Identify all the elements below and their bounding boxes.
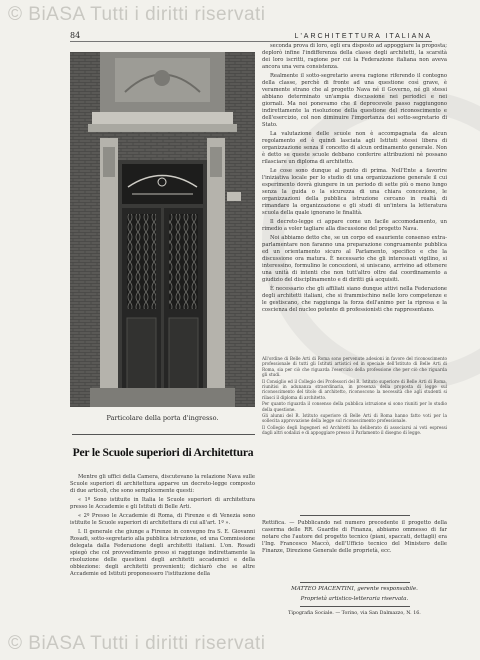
figure-caption: Particolare della porta d'ingresso. xyxy=(106,414,219,422)
section-divider xyxy=(72,434,255,435)
page-number: 84 xyxy=(70,31,81,40)
paragraph: seconda prova di loro, egli era disposto ad appoggiare la proposta; deplorò infine l'indifferenza della classe degli architetti, la scarsità dei loro iscritti, ragione per cui la Federazione italiana non aveva ancora una vera consistenza. xyxy=(262,43,447,70)
watermark-top: © BiASA Tutti i diritti riservati xyxy=(8,4,266,25)
footnote: Per quanto riguarda il consenso della pubblica istruzione si sono riuniti per lo studio della questione. xyxy=(262,401,447,412)
paragraph: Mentre gli uffici della Camera, discutevano la relazione Nava sulle Scuole superiori di architettura apparve un decreto-legge composto di due articoli, che sono semplicemente questi: xyxy=(70,474,255,494)
footnote: Il Consiglio ed il Collegio dei Professori del R. Istituto superiore di Belle Arti di Roma, riunitisi in adunanza straordinaria, in presenza della proposta di legge sul riconoscimento del titolo di architetto, riconoscono la necessità che agli studenti si rilasci il diploma di architetto. xyxy=(262,378,447,400)
footnote: Gli alunni del R. Istituto superiore di Belle Arti di Roma hanno fatto voti per la sollecita approvazione della legge sul riconoscimento professionale. xyxy=(262,413,447,424)
paragraph: I. Il generale che giunge a Firenze in convegno fra S. E. Giovanni Rosadi, sotto-segretario alla pubblica istruzione, ed una Commissione delegata dalla Federazione degli architetti italiani. L'on. Rosadi spiegò che col provvedimento preso si raggiunge indirettamente la risoluzione delle questioni degli architetti accademici e della obbiezione: degli architetti provenienti; dichiarò che se altre Accademie ed Istituti proponessero l'istituzione della xyxy=(70,529,255,577)
doorway-illustration xyxy=(70,52,255,407)
paragraph: Le cose sono dunque al punto di prima. Nell'Ente a favorire l'iniziativa locale per lo studio di una organizzazione generale il cui esperimento dovrà giungere in un periodo di sette più o meno lungo senza la guida o la sicurezza di una chiara concezione, le organizzazioni della pubblica istruzione cercano in realtà di rimandare la organizzazione e gli studi di un'intera la letteratura scuola della quale ignorano le finalità. xyxy=(262,168,447,216)
doorway-photograph xyxy=(70,52,255,407)
paragraph: Noi abbiamo detto che, se un corpo ed esauriente consenso extra-parlamentare non faranno una preparazione congruamente pubblica ed un orientamento sicuro al Parlamento, specifico e che la discussione ora matura. È necessario che gli interessati vigilino, si interessino, formulino le concezioni, si uniscano, arrivino ad ottenere una unità di intenti che non tutt'altro oltre dal coordinamento a giudizio del disciplinamento e di diritti già acquisiti. xyxy=(262,235,447,283)
watermark-bottom: © BiASA Tutti i diritti riservati xyxy=(8,633,266,654)
printer-line: Tipografia Sociale. — Torino, via San Dalmazzo, N. 16. xyxy=(288,611,421,616)
footnotes xyxy=(262,356,447,513)
paragraph: « 1º Sono istituite in Italia le Scuole superiori di architettura presso le Accademie e gli Istituti di Belle Arti. xyxy=(70,497,255,510)
page-header xyxy=(70,24,432,42)
ownership-notice: Proprietà artistico-letteraria riservata. xyxy=(300,596,409,602)
left-column-text xyxy=(70,474,255,622)
paragraph: « 2º Presso le Accademie di Roma, di Firenze e di Venezia sono istituite le Scuole superiori di architettura di cui all'art. 1º ». xyxy=(70,513,255,526)
footnote: Il Collegio degli Ingegneri ed Architetti ha deliberato di associarsi ai voti espressi dagli altri sodalizi e di appoggiare presso il Parlamento il disegno di legge. xyxy=(262,424,447,436)
signature-divider xyxy=(300,582,410,583)
running-title: L'ARCHITETTURA ITALIANA xyxy=(294,33,432,40)
paragraph: Il decreto-legge ci appare come un facile accomodamento, un rimedio a voler tagliare alla discussione del progetto Nava. xyxy=(262,219,447,232)
notes-divider xyxy=(300,515,410,516)
paragraph: È necessario che gli affiliati siano dunque attivi nella Federazione degli architetti italiani, che si frammischino nelle loro competenze e le gestiscano, che raggiunga la forza dell'animo per la ripresa e la coscienza del nucleo potente di professionisti che rappresentano. xyxy=(262,286,447,313)
right-column-text xyxy=(262,43,447,355)
signature: MATTEO PIACENTINI, gerente responsabile. xyxy=(291,586,418,592)
article-heading: Per le Scuole superiori di Architettura xyxy=(72,446,254,459)
footnote: All'ordine di Belle Arti di Roma sono pervenute adesioni in favore del riconoscimento professionale di tutti gli Istituti artistici ed in speciale dell'Istituto di Belle Arti di Roma, sia per ciò che riguarda l'esercizio della professione che per ciò che riguarda gli studi. xyxy=(262,356,447,378)
printer-divider xyxy=(300,606,410,607)
paragraph: La valutazione delle scuole non è accompagnata da alcun regolamento ed è quindi lasciata agli Istituti stessi libera di organizzazione senza il concetto di alcun ordinamento generale. Non è detto se queste scuole debbano conferire attribuzioni nè possano rilasciare un diploma di architetto. xyxy=(262,131,447,165)
paragraph: Realmente il sotto-segretario aveva ragione riferendo il contegno della classe, perchè di fronte ad una questione così grave, è veramente strano che al progetto Nava né il Governo, né gli stessi abbiano determinato un'ampia discussione nei periodici e nei giornali. Ma noi ponevamo che il deprecevole passo raggiungono indirettamente la risoluzione della questione del riconoscimento e dell'esercizio, col non diminuire l'importanza dei sotto-segretario di Stato. xyxy=(262,73,447,128)
rettifica-paragraph: Rettifica. — Pubblicando nel numero precedente il progetto della caserma delle RR. Guardie di Finanza, abbiamo ommesso di far notare che l'autore del progetto tecnico (piani, spaccati, dettagli) era l'Ing. Francesco Maccò, dell'Ufficio tecnico del Ministero delle Finanze, Direzione Generale delle proprietà, ecc. xyxy=(262,520,447,554)
